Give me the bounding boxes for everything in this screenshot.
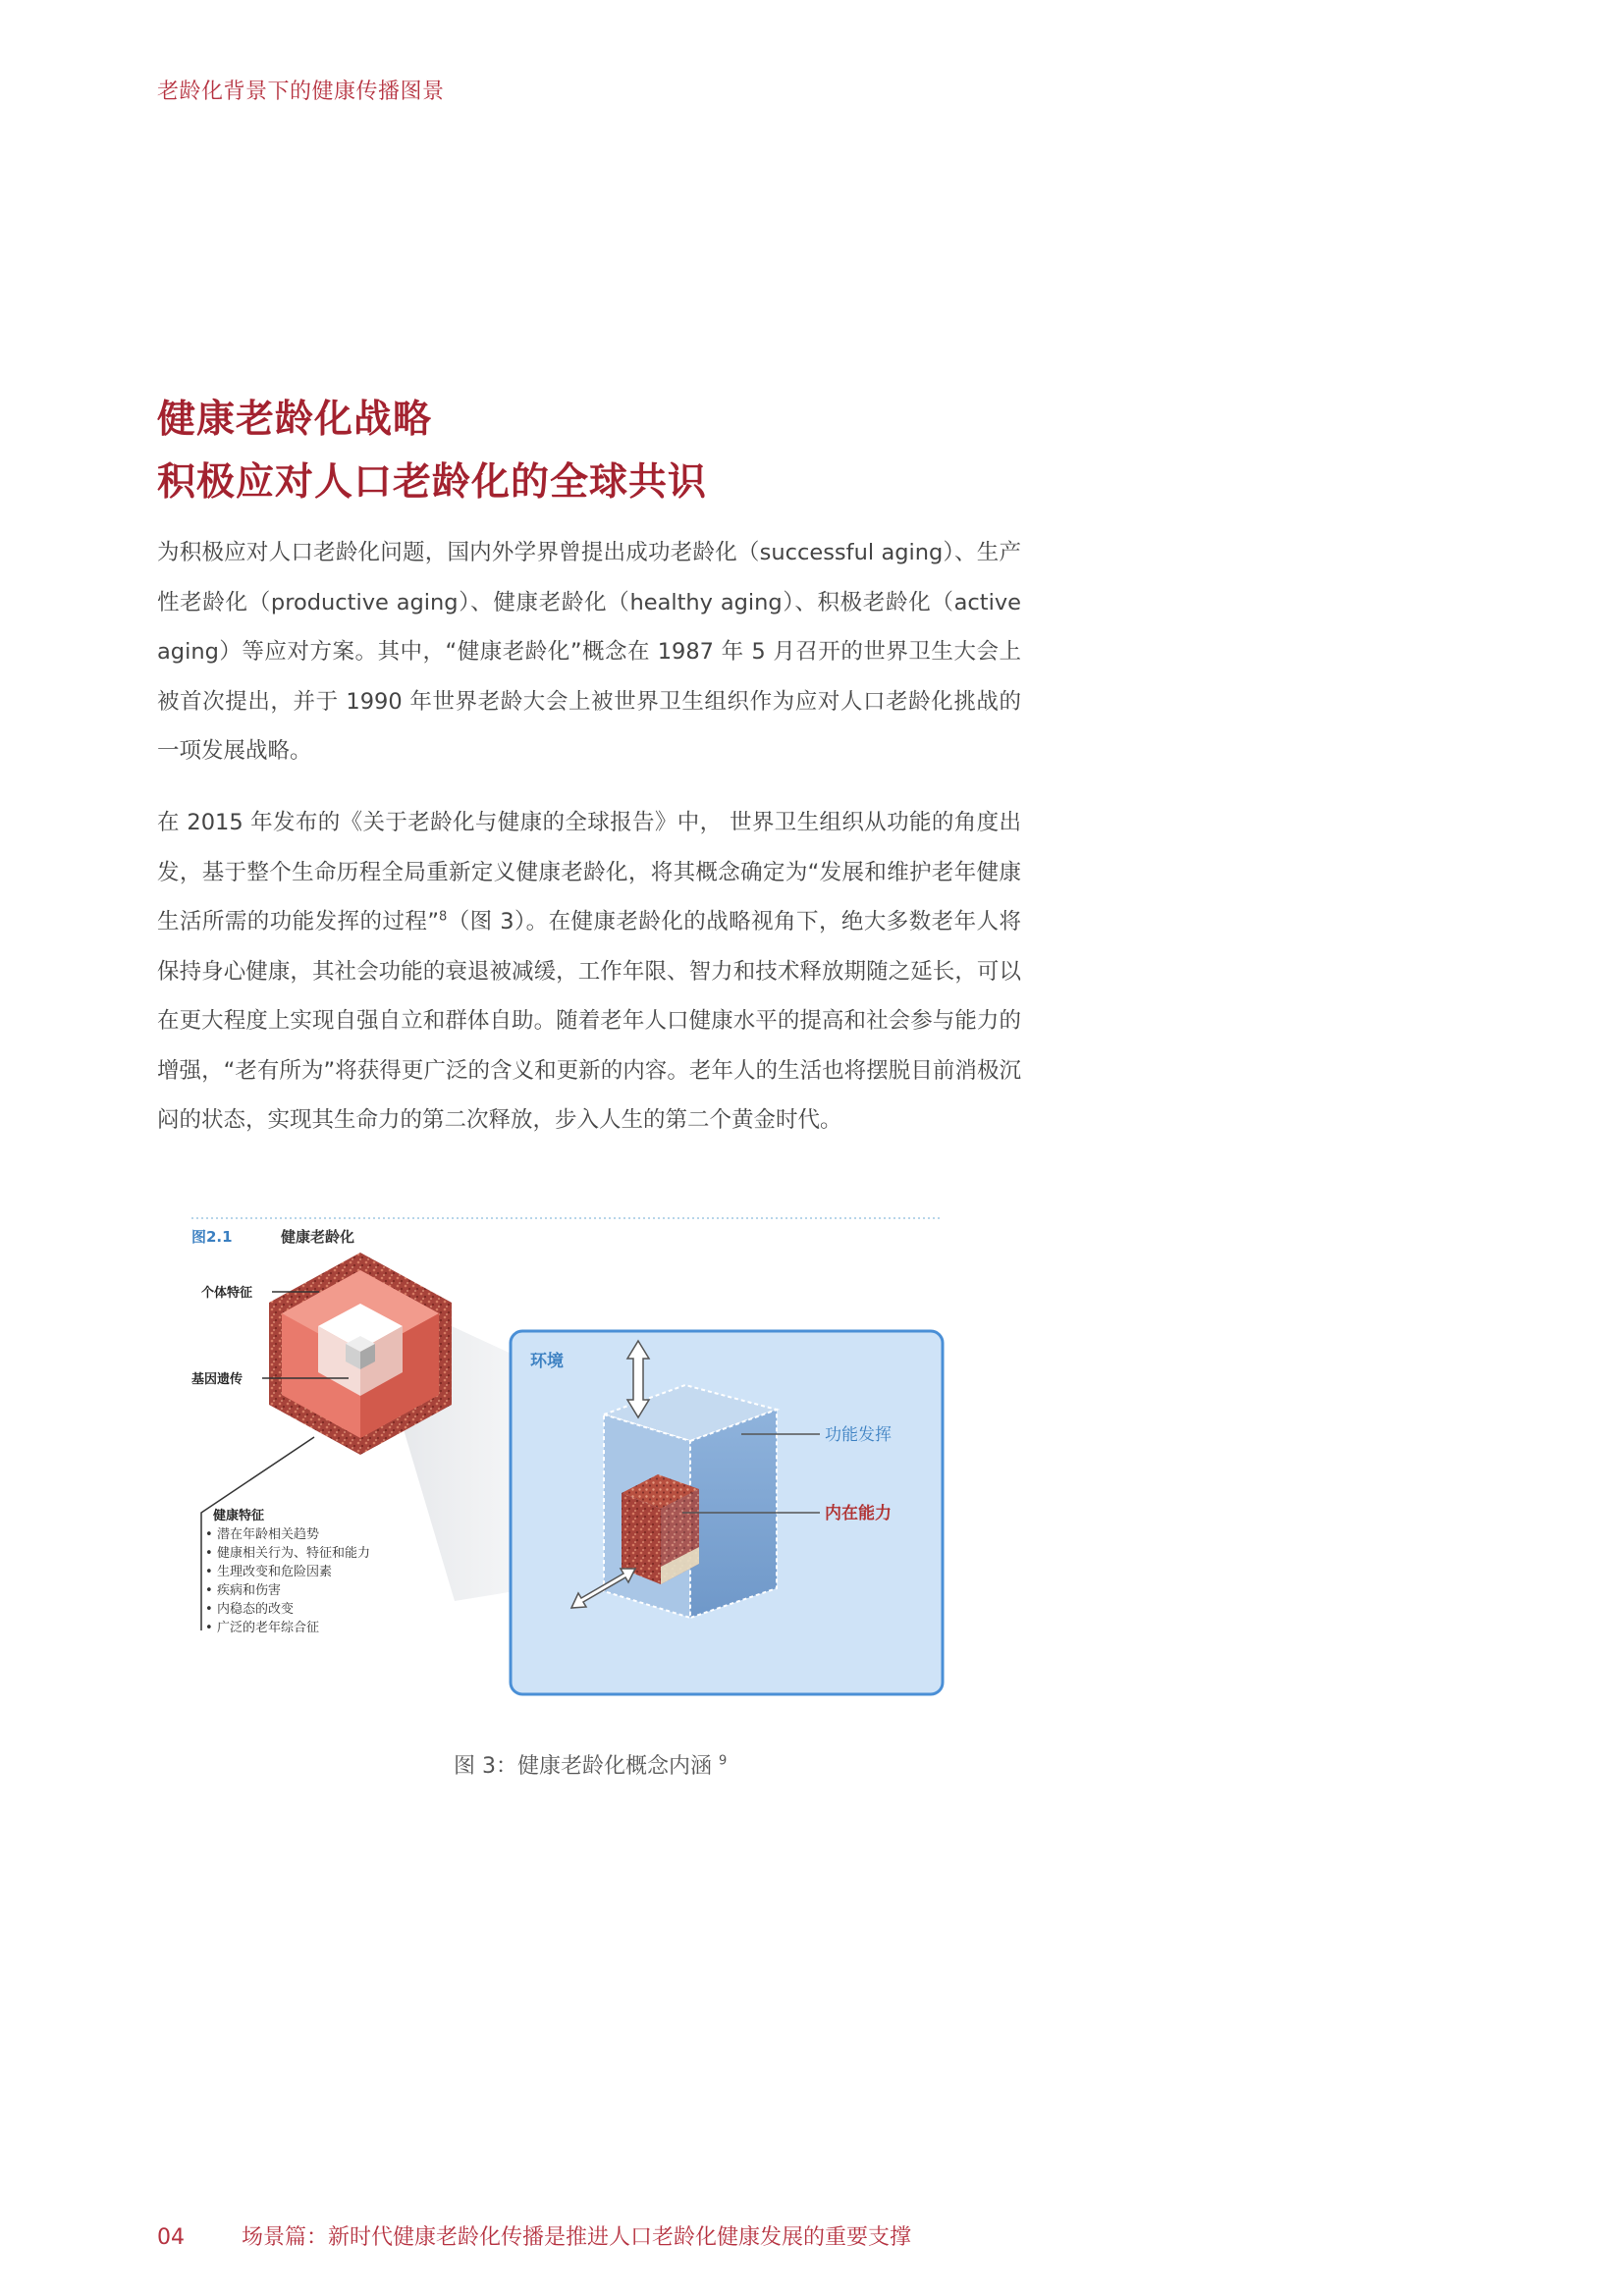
health-item-bullet: • (205, 1546, 213, 1561)
footnote-ref-9: 9 (719, 1753, 728, 1769)
intrinsic-capacity-label: 内在能力 (825, 1504, 892, 1523)
healthy-aging-figure (191, 1213, 947, 1714)
page-number: 04 (157, 2225, 185, 2250)
body-paragraph-2 (157, 798, 1021, 1146)
health-item: 广泛的老年综合征 (217, 1621, 320, 1635)
section-title-line2: 积极应对人口老龄化的全球共识 (157, 460, 708, 505)
health-item: 潜在年龄相关趋势 (217, 1527, 320, 1542)
healthy-aging-diagram (191, 1213, 947, 1714)
health-item: 健康相关行为、特征和能力 (217, 1546, 371, 1561)
functional-ability-label: 功能发挥 (825, 1425, 892, 1445)
health-item: 生理改变和危险因素 (217, 1565, 333, 1579)
figure-caption-text: 图 3：健康老龄化概念内涵 (454, 1754, 712, 1779)
section-title (157, 389, 707, 514)
health-item: 内稳态的改变 (217, 1602, 295, 1617)
figure-caption (454, 1749, 727, 1780)
genetic-label: 基因遗传 (191, 1372, 244, 1387)
health-item-bullet: • (205, 1527, 213, 1542)
health-item: 疾病和伤害 (217, 1583, 282, 1598)
health-item-bullet: • (205, 1583, 213, 1598)
footer-text: 场景篇：新时代健康老龄化传播是推进人口老龄化健康发展的重要支撑 (242, 2225, 912, 2250)
paragraph-2-text-b: （图 3）。在健康老龄化的战略视角下，绝大多数老年人将保持身心健康，其社会功能的衰退被减缓，工作年限、智力和技术释放期随之延长，可以在更大程度上实现自强自立和群体自助。随着老年人口健康水平的提高和社会参与能力的增强，“老有所为”将获得更广泛的含义和更新的内容。老年人的生活也将摆脱目前消极沉闷的状态，实现其生命力的第二次释放，步入人生的第二个黄金时代。 (157, 909, 1021, 1133)
health-characteristics-list (205, 1526, 370, 1635)
body-paragraph-1: 为积极应对人口老龄化问题，国内外学界曾提出成功老龄化（successful aging）、生产性老龄化（productive aging）、健康老龄化（healthy aging）、积极老龄化（active aging）等应对方案。其中，“健康老龄化”概念在 1987 年 5 月召开的世界卫生大会上被首次提出，并于 1990 年世界老龄大会上被世界卫生组织作为应对人口老龄化挑战的一项发展战略。 (157, 540, 1021, 764)
health-item-bullet: • (205, 1602, 213, 1617)
page-footer (157, 2220, 911, 2251)
intrinsic-capacity-cube (622, 1474, 699, 1584)
health-characteristics-title: 健康特征 (213, 1509, 265, 1523)
running-header: 老龄化背景下的健康传播图景 (157, 80, 445, 104)
figure-title: 健康老龄化 (281, 1228, 355, 1246)
section-title-line1: 健康老龄化战略 (157, 398, 433, 442)
individual-characteristics-label: 个体特征 (201, 1286, 253, 1301)
footnote-ref-8: 8 (439, 909, 448, 925)
environment-label: 环境 (530, 1352, 564, 1371)
paragraph-2-text-a: 在 2015 年发布的《关于老龄化与健康的全球报告》中， 世界卫生组织从功能的角度出发，基于整个生命历程全局重新定义健康老龄化，将其概念确定为“发展和维护老年健康生活所需的功能发挥的过程” (157, 810, 1021, 934)
health-item-bullet: • (205, 1565, 213, 1579)
health-item-bullet: • (205, 1621, 213, 1635)
figure-number: 图2.1 (191, 1228, 233, 1246)
